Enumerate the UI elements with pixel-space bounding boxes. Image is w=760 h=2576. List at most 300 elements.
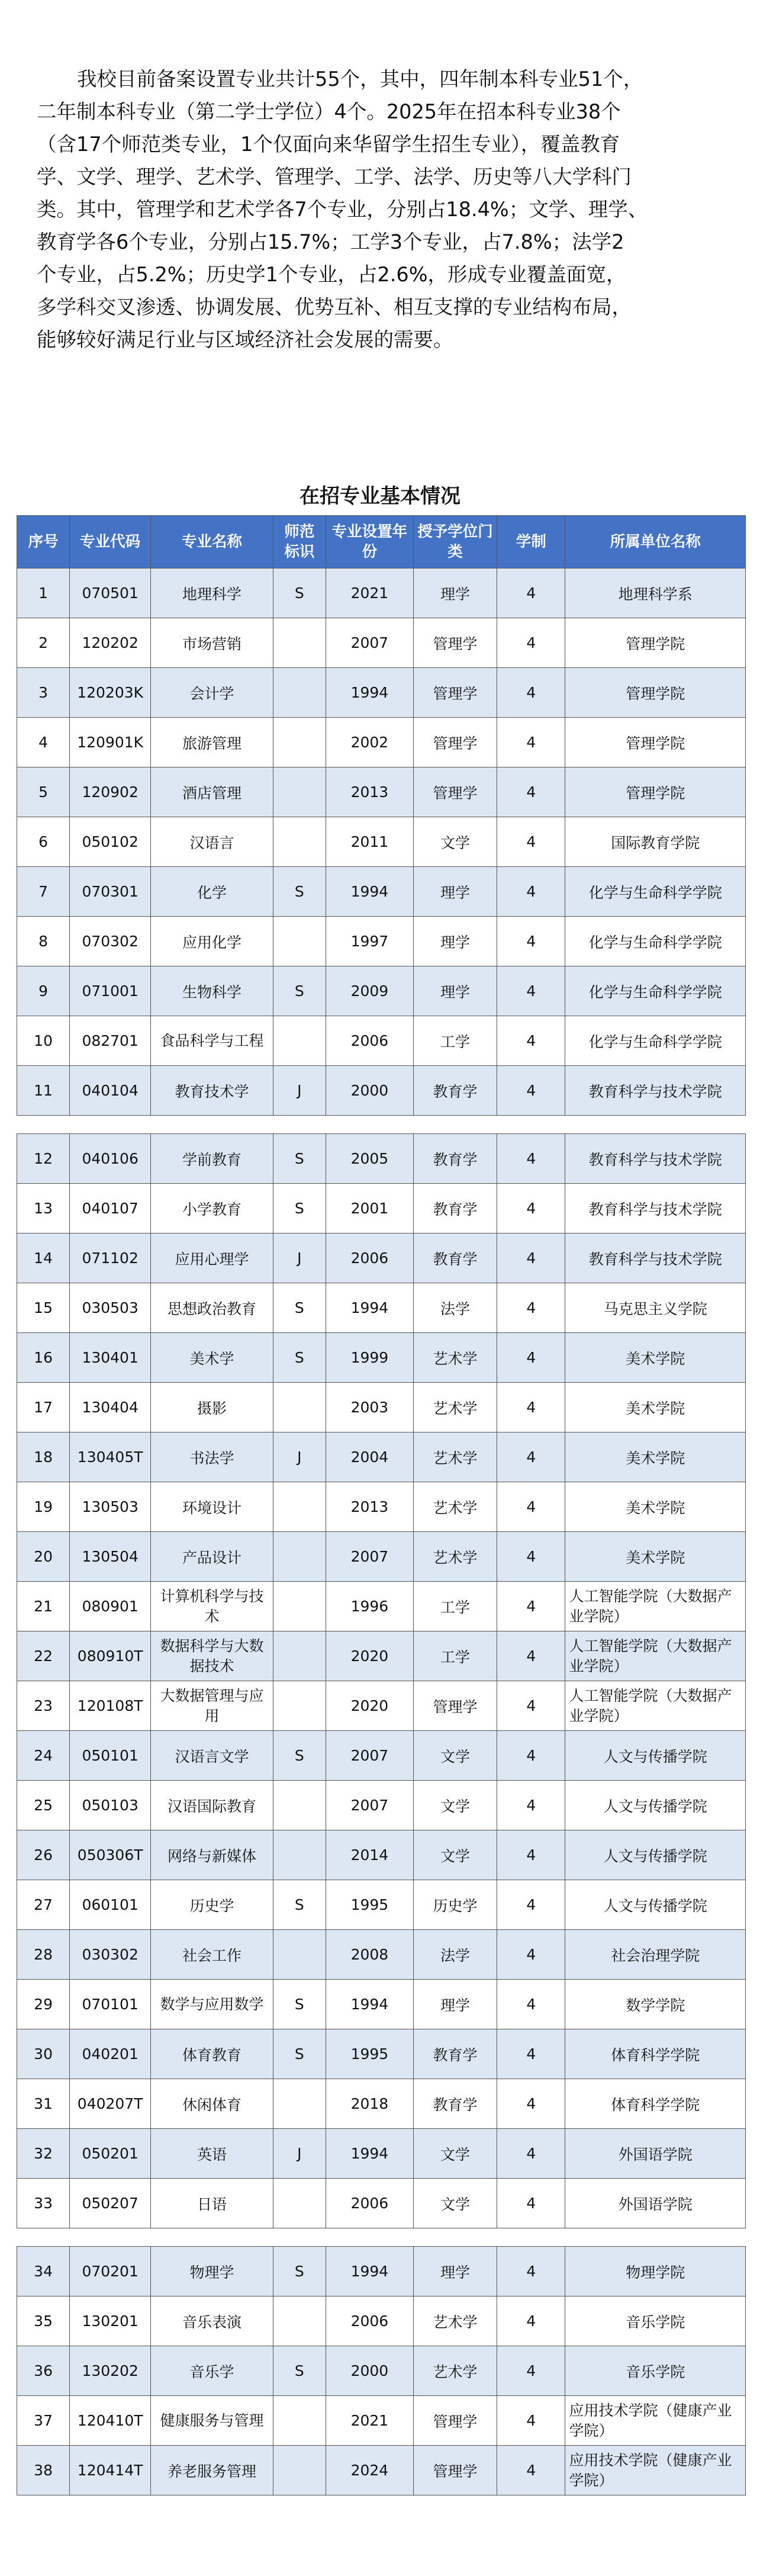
cell-code: 080901 [70, 1582, 151, 1631]
cell-unit: 人工智能学院（大数据产业学院） [565, 1681, 746, 1731]
cell-degree: 艺术学 [413, 1482, 497, 1532]
cell-code: 050306T [70, 1830, 151, 1880]
cell-unit: 外国语学院 [565, 2179, 746, 2228]
cell-code: 040207T [70, 2079, 151, 2129]
cell-normal-flag: S [273, 2247, 326, 2296]
cell-duration: 4 [497, 2296, 565, 2346]
cell-degree: 艺术学 [413, 1432, 497, 1482]
cell-duration: 4 [497, 1532, 565, 1582]
cell-name: 汉语言文学 [151, 1731, 273, 1781]
cell-name: 数据科学与大数据技术 [151, 1631, 273, 1681]
table-row [17, 568, 746, 618]
cell-code: 130503 [70, 1482, 151, 1532]
cell-code: 071102 [70, 1234, 151, 1283]
table-row [17, 1432, 746, 1482]
cell-year: 2020 [326, 1631, 413, 1681]
cell-year: 1994 [326, 867, 413, 917]
cell-normal-flag: S [273, 1880, 326, 1930]
table-row [17, 1582, 746, 1631]
cell-index: 26 [17, 1830, 70, 1880]
table-row [17, 2346, 746, 2396]
cell-normal-flag [273, 1781, 326, 1830]
table-row [17, 718, 746, 767]
cell-index: 5 [17, 767, 70, 817]
cell-name: 会计学 [151, 668, 273, 718]
cell-code: 130202 [70, 2346, 151, 2396]
cell-normal-flag [273, 1681, 326, 1731]
cell-degree: 法学 [413, 1283, 497, 1333]
cell-unit: 化学与生命科学学院 [565, 1016, 746, 1066]
cell-duration: 4 [497, 917, 565, 966]
cell-code: 120902 [70, 767, 151, 817]
cell-index: 7 [17, 867, 70, 917]
intro-line: （含17个师范类专业，1个仅面向来华留学生招生专业），覆盖教育 [37, 133, 620, 156]
cell-year: 2013 [326, 1482, 413, 1532]
cell-name: 社会工作 [151, 1930, 273, 1980]
cell-duration: 4 [497, 2079, 565, 2129]
cell-index: 21 [17, 1582, 70, 1631]
gap-cell [17, 2228, 746, 2247]
table-row [17, 2129, 746, 2179]
cell-normal-flag: J [273, 1234, 326, 1283]
cell-degree: 工学 [413, 1631, 497, 1681]
table-header-row [17, 516, 746, 568]
cell-duration: 4 [497, 2129, 565, 2179]
cell-year: 2008 [326, 1930, 413, 1980]
cell-name: 应用化学 [151, 917, 273, 966]
cell-duration: 4 [497, 867, 565, 917]
table-row [17, 1781, 746, 1830]
cell-degree: 理学 [413, 867, 497, 917]
cell-year: 2021 [326, 2396, 413, 2446]
table-row [17, 618, 746, 668]
cell-code: 070301 [70, 867, 151, 917]
majors-table [17, 515, 746, 2495]
cell-unit: 化学与生命科学学院 [565, 917, 746, 966]
cell-code: 130405T [70, 1432, 151, 1482]
cell-code: 030503 [70, 1283, 151, 1333]
intro-line: 教育学各6个专业，分别占15.7%；工学3个专业，占7.8%；法学2 [37, 230, 624, 253]
header-degree: 授予学位门类 [413, 516, 497, 568]
cell-year: 2021 [326, 568, 413, 618]
cell-index: 31 [17, 2079, 70, 2129]
cell-unit: 人文与传播学院 [565, 1781, 746, 1830]
cell-normal-flag: S [273, 966, 326, 1016]
cell-normal-flag: S [273, 1184, 326, 1234]
cell-year: 2007 [326, 1532, 413, 1582]
table-row [17, 2296, 746, 2346]
cell-name: 产品设计 [151, 1532, 273, 1582]
cell-code: 120414T [70, 2446, 151, 2495]
cell-duration: 4 [497, 767, 565, 817]
table-row [17, 2446, 746, 2495]
table-row [17, 966, 746, 1016]
cell-year: 2013 [326, 767, 413, 817]
table-row [17, 1333, 746, 1383]
cell-year: 2014 [326, 1830, 413, 1880]
cell-duration: 4 [497, 1333, 565, 1383]
cell-unit: 教育科学与技术学院 [565, 1134, 746, 1184]
cell-code: 130401 [70, 1333, 151, 1383]
cell-code: 040107 [70, 1184, 151, 1234]
cell-unit: 人工智能学院（大数据产业学院） [565, 1631, 746, 1681]
cell-name: 化学 [151, 867, 273, 917]
cell-degree: 艺术学 [413, 2296, 497, 2346]
intro-line: 多学科交叉渗透、协调发展、优势互补、相互支撑的专业结构布局， [37, 295, 632, 319]
table-row [17, 668, 746, 718]
cell-year: 2009 [326, 966, 413, 1016]
cell-index: 11 [17, 1066, 70, 1116]
cell-duration: 4 [497, 718, 565, 767]
header-year: 专业设置年份 [326, 516, 413, 568]
cell-index: 17 [17, 1383, 70, 1432]
cell-normal-flag [273, 2296, 326, 2346]
cell-code: 071001 [70, 966, 151, 1016]
cell-year: 1997 [326, 917, 413, 966]
cell-code: 040106 [70, 1134, 151, 1184]
cell-duration: 4 [497, 1482, 565, 1532]
cell-normal-flag [273, 2446, 326, 2495]
cell-normal-flag: S [273, 1980, 326, 2029]
cell-duration: 4 [497, 1980, 565, 2029]
cell-name: 网络与新媒体 [151, 1830, 273, 1880]
cell-year: 2005 [326, 1134, 413, 1184]
cell-normal-flag [273, 668, 326, 718]
intro-paragraph [37, 63, 728, 356]
cell-unit: 化学与生命科学学院 [565, 867, 746, 917]
cell-code: 050201 [70, 2129, 151, 2179]
cell-degree: 艺术学 [413, 1383, 497, 1432]
cell-year: 1994 [326, 1980, 413, 2029]
table-caption: 在招专业基本情况 [300, 484, 460, 508]
cell-index: 18 [17, 1432, 70, 1482]
cell-code: 082701 [70, 1016, 151, 1066]
cell-code: 040104 [70, 1066, 151, 1116]
cell-index: 13 [17, 1184, 70, 1234]
cell-unit: 应用技术学院（健康产业学院） [565, 2446, 746, 2495]
cell-code: 120410T [70, 2396, 151, 2446]
cell-code: 130504 [70, 1532, 151, 1582]
cell-normal-flag [273, 817, 326, 867]
cell-degree: 教育学 [413, 2079, 497, 2129]
cell-normal-flag [273, 2079, 326, 2129]
cell-year: 2011 [326, 817, 413, 867]
table-row [17, 1283, 746, 1333]
cell-normal-flag [273, 2396, 326, 2446]
cell-degree: 法学 [413, 1930, 497, 1980]
cell-duration: 4 [497, 1880, 565, 1930]
cell-degree: 艺术学 [413, 1333, 497, 1383]
cell-degree: 文学 [413, 1781, 497, 1830]
cell-degree: 文学 [413, 2129, 497, 2179]
cell-index: 19 [17, 1482, 70, 1532]
cell-normal-flag: J [273, 1066, 326, 1116]
cell-name: 音乐学 [151, 2346, 273, 2396]
cell-duration: 4 [497, 668, 565, 718]
cell-duration: 4 [497, 2346, 565, 2396]
cell-year: 1996 [326, 1582, 413, 1631]
cell-unit: 教育科学与技术学院 [565, 1234, 746, 1283]
table-row [17, 1532, 746, 1582]
cell-name: 应用心理学 [151, 1234, 273, 1283]
cell-code: 070101 [70, 1980, 151, 2029]
cell-unit: 教育科学与技术学院 [565, 1184, 746, 1234]
cell-code: 130404 [70, 1383, 151, 1432]
cell-normal-flag: S [273, 1283, 326, 1333]
cell-normal-flag: J [273, 1432, 326, 1482]
cell-year: 1999 [326, 1333, 413, 1383]
cell-degree: 文学 [413, 817, 497, 867]
cell-name: 小学教育 [151, 1184, 273, 1234]
cell-year: 2018 [326, 2079, 413, 2129]
cell-normal-flag [273, 1631, 326, 1681]
table-row [17, 1184, 746, 1234]
cell-degree: 理学 [413, 966, 497, 1016]
cell-degree: 管理学 [413, 2446, 497, 2495]
header-unit: 所属单位名称 [565, 516, 746, 568]
cell-unit: 美术学院 [565, 1432, 746, 1482]
cell-year: 2004 [326, 1432, 413, 1482]
cell-normal-flag: S [273, 2346, 326, 2396]
table-row [17, 1134, 746, 1184]
cell-unit: 国际教育学院 [565, 817, 746, 867]
cell-degree: 教育学 [413, 1184, 497, 1234]
cell-duration: 4 [497, 1830, 565, 1880]
table-row [17, 1066, 746, 1116]
cell-unit: 管理学院 [565, 767, 746, 817]
cell-unit: 管理学院 [565, 618, 746, 668]
cell-degree: 历史学 [413, 1880, 497, 1930]
cell-normal-flag [273, 917, 326, 966]
table-row [17, 1930, 746, 1980]
cell-degree: 艺术学 [413, 1532, 497, 1582]
cell-degree: 理学 [413, 917, 497, 966]
cell-name: 教育技术学 [151, 1066, 273, 1116]
cell-duration: 4 [497, 1283, 565, 1333]
cell-duration: 4 [497, 1781, 565, 1830]
cell-unit: 美术学院 [565, 1482, 746, 1532]
cell-code: 040201 [70, 2029, 151, 2079]
cell-duration: 4 [497, 1731, 565, 1781]
majors-table-container [17, 515, 746, 2495]
table-row [17, 1980, 746, 2029]
table-row [17, 1234, 746, 1283]
cell-index: 36 [17, 2346, 70, 2396]
cell-code: 050103 [70, 1781, 151, 1830]
cell-year: 2006 [326, 1234, 413, 1283]
cell-normal-flag: S [273, 867, 326, 917]
cell-unit: 地理科学系 [565, 568, 746, 618]
cell-degree: 文学 [413, 1830, 497, 1880]
cell-year: 2001 [326, 1184, 413, 1234]
cell-name: 地理科学 [151, 568, 273, 618]
cell-unit: 教育科学与技术学院 [565, 1066, 746, 1116]
cell-normal-flag [273, 1532, 326, 1582]
cell-degree: 管理学 [413, 2396, 497, 2446]
cell-year: 1994 [326, 2129, 413, 2179]
cell-name: 学前教育 [151, 1134, 273, 1184]
cell-index: 2 [17, 618, 70, 668]
cell-degree: 艺术学 [413, 2346, 497, 2396]
intro-line: 类。其中，管理学和艺术学各7个专业，分别占18.4%；文学、理学、 [37, 198, 648, 221]
table-body [17, 568, 746, 2495]
table-row [17, 2179, 746, 2228]
table-group-gap [17, 1116, 746, 1134]
cell-year: 2007 [326, 1731, 413, 1781]
cell-unit: 人文与传播学院 [565, 1880, 746, 1930]
cell-code: 120901K [70, 718, 151, 767]
cell-unit: 音乐学院 [565, 2346, 746, 2396]
cell-degree: 管理学 [413, 718, 497, 767]
cell-code: 050102 [70, 817, 151, 867]
cell-name: 数学与应用数学 [151, 1980, 273, 2029]
cell-duration: 4 [497, 966, 565, 1016]
cell-duration: 4 [497, 1016, 565, 1066]
intro-line: 二年制本科专业（第二学士学位）4个。2025年在招本科专业38个 [37, 100, 621, 123]
cell-unit: 外国语学院 [565, 2129, 746, 2179]
intro-line: 能够较好满足行业与区域经济社会发展的需要。 [37, 328, 453, 351]
cell-index: 20 [17, 1532, 70, 1582]
intro-line: 个专业，占5.2%；历史学1个专业，占2.6%，形成专业覆盖面宽， [37, 263, 626, 286]
cell-degree: 管理学 [413, 767, 497, 817]
cell-name: 汉语言 [151, 817, 273, 867]
cell-name: 市场营销 [151, 618, 273, 668]
cell-name: 音乐表演 [151, 2296, 273, 2346]
cell-year: 2000 [326, 1066, 413, 1116]
cell-name: 生物科学 [151, 966, 273, 1016]
cell-index: 12 [17, 1134, 70, 1184]
cell-duration: 4 [497, 1134, 565, 1184]
cell-normal-flag [273, 1383, 326, 1432]
cell-year: 1994 [326, 2247, 413, 2296]
cell-normal-flag [273, 1482, 326, 1532]
intro-line: 学、文学、理学、艺术学、管理学、工学、法学、历史等八大学科门 [37, 165, 632, 188]
cell-name: 旅游管理 [151, 718, 273, 767]
cell-duration: 4 [497, 2396, 565, 2446]
cell-year: 1994 [326, 668, 413, 718]
cell-index: 34 [17, 2247, 70, 2296]
table-row [17, 1830, 746, 1880]
cell-normal-flag [273, 1016, 326, 1066]
cell-index: 8 [17, 917, 70, 966]
cell-code: 070302 [70, 917, 151, 966]
cell-index: 14 [17, 1234, 70, 1283]
cell-name: 英语 [151, 2129, 273, 2179]
cell-index: 33 [17, 2179, 70, 2228]
header-code: 专业代码 [70, 516, 151, 568]
header-index: 序号 [17, 516, 70, 568]
cell-degree: 理学 [413, 2247, 497, 2296]
table-row [17, 2029, 746, 2079]
cell-unit: 人文与传播学院 [565, 1830, 746, 1880]
cell-normal-flag [273, 767, 326, 817]
cell-degree: 管理学 [413, 618, 497, 668]
cell-unit: 体育科学学院 [565, 2029, 746, 2079]
cell-code: 120203K [70, 668, 151, 718]
cell-year: 2024 [326, 2446, 413, 2495]
cell-degree: 工学 [413, 1016, 497, 1066]
cell-name: 物理学 [151, 2247, 273, 2296]
cell-year: 2006 [326, 2179, 413, 2228]
cell-unit: 化学与生命科学学院 [565, 966, 746, 1016]
cell-duration: 4 [497, 1681, 565, 1731]
cell-degree: 文学 [413, 2179, 497, 2228]
table-row [17, 1880, 746, 1930]
cell-normal-flag: S [273, 1333, 326, 1383]
cell-index: 6 [17, 817, 70, 867]
cell-index: 35 [17, 2296, 70, 2346]
cell-duration: 4 [497, 1383, 565, 1432]
cell-index: 15 [17, 1283, 70, 1333]
cell-name: 书法学 [151, 1432, 273, 1482]
cell-year: 2003 [326, 1383, 413, 1432]
cell-code: 120108T [70, 1681, 151, 1731]
cell-index: 1 [17, 568, 70, 618]
cell-year: 2007 [326, 618, 413, 668]
cell-code: 120202 [70, 618, 151, 668]
cell-name: 健康服务与管理 [151, 2396, 273, 2446]
cell-degree: 教育学 [413, 1234, 497, 1283]
header-name: 专业名称 [151, 516, 273, 568]
cell-duration: 4 [497, 1184, 565, 1234]
cell-duration: 4 [497, 817, 565, 867]
cell-index: 37 [17, 2396, 70, 2446]
cell-code: 130201 [70, 2296, 151, 2346]
cell-degree: 管理学 [413, 1681, 497, 1731]
cell-name: 酒店管理 [151, 767, 273, 817]
cell-duration: 4 [497, 1066, 565, 1116]
cell-code: 080910T [70, 1631, 151, 1681]
cell-normal-flag [273, 718, 326, 767]
cell-code: 050101 [70, 1731, 151, 1781]
table-row [17, 1681, 746, 1731]
cell-degree: 理学 [413, 1980, 497, 2029]
cell-degree: 文学 [413, 1731, 497, 1781]
table-row [17, 917, 746, 966]
cell-unit: 美术学院 [565, 1333, 746, 1383]
cell-index: 24 [17, 1731, 70, 1781]
cell-unit: 应用技术学院（健康产业学院） [565, 2396, 746, 2446]
cell-unit: 物理学院 [565, 2247, 746, 2296]
table-row [17, 1016, 746, 1066]
cell-code: 060101 [70, 1880, 151, 1930]
table-row [17, 1383, 746, 1432]
cell-index: 16 [17, 1333, 70, 1383]
cell-name: 计算机科学与技术 [151, 1582, 273, 1631]
cell-year: 2020 [326, 1681, 413, 1731]
cell-degree: 理学 [413, 568, 497, 618]
cell-duration: 4 [497, 1582, 565, 1631]
cell-name: 汉语国际教育 [151, 1781, 273, 1830]
cell-degree: 教育学 [413, 1134, 497, 1184]
cell-duration: 4 [497, 618, 565, 668]
cell-unit: 音乐学院 [565, 2296, 746, 2346]
cell-name: 美术学 [151, 1333, 273, 1383]
cell-normal-flag: S [273, 1134, 326, 1184]
header-normal-flag: 师范标识 [273, 516, 326, 568]
cell-index: 28 [17, 1930, 70, 1980]
header-duration: 学制 [497, 516, 565, 568]
cell-normal-flag: S [273, 568, 326, 618]
cell-name: 思想政治教育 [151, 1283, 273, 1333]
cell-year: 2006 [326, 1016, 413, 1066]
cell-index: 3 [17, 668, 70, 718]
table-row [17, 1631, 746, 1681]
table-row [17, 1731, 746, 1781]
cell-unit: 人工智能学院（大数据产业学院） [565, 1582, 746, 1631]
cell-duration: 4 [497, 1631, 565, 1681]
cell-normal-flag: J [273, 2129, 326, 2179]
